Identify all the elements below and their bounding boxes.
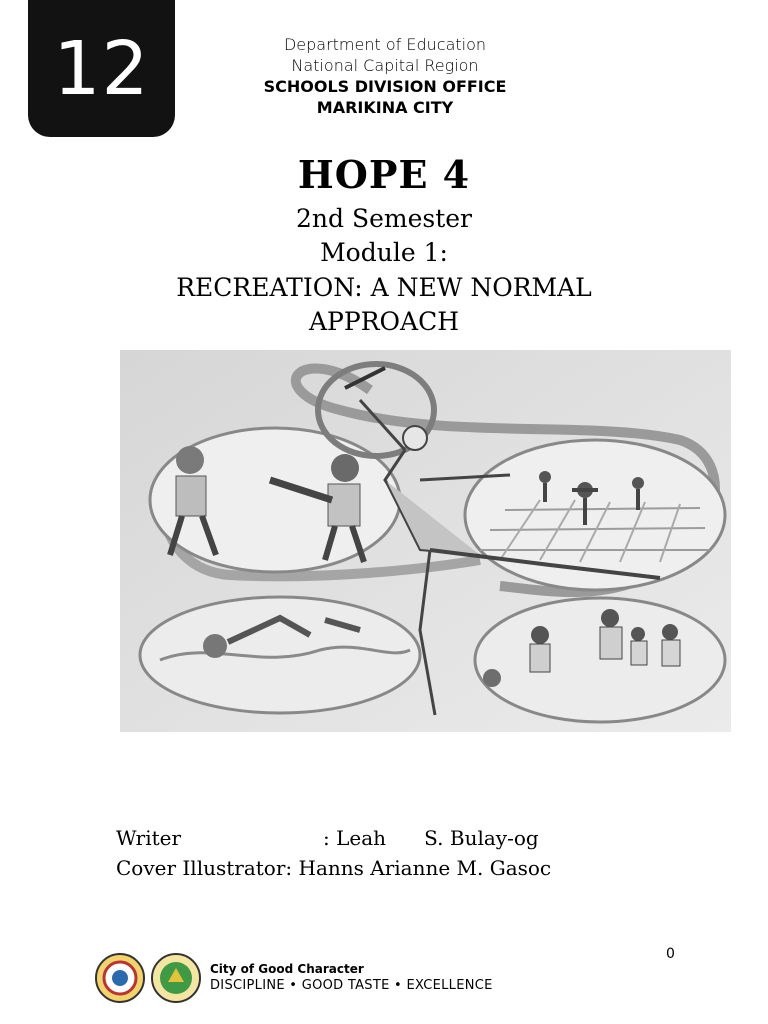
document-title: HOPE 4 [297,152,471,197]
cover-illustration [120,350,731,732]
illustrator-credit [116,856,551,880]
city-seal-icon [94,952,146,1004]
city-motto-title: City of Good Character [210,962,364,976]
page-number: 0 [666,946,675,962]
writer-label: Writer [116,826,182,850]
agency-department: Department of Education [283,35,487,54]
agency-region: National Capital Region [291,56,479,75]
module-title-line2: APPROACH [309,307,459,336]
module-title-line1: RECREATION: A NEW NORMAL [176,273,592,302]
city-motto: DISCIPLINE • GOOD TASTE • EXCELLENCE [210,978,493,993]
agency-division: SCHOOLS DIVISION OFFICE [263,77,507,96]
grade-badge [28,0,175,137]
writer-name: Leah S. Bulay-og [336,826,539,850]
module-label: Module 1: [320,238,448,267]
writer-credit [116,826,539,850]
semester-label: 2nd Semester [295,204,472,233]
agency-city: MARIKINA CITY [316,98,454,117]
illustrator-name: Hanns Arianne M. Gasoc [298,856,552,880]
illustrator-label: Cover Illustrator: [116,856,293,880]
writer-separator: : [323,826,330,850]
agency-header [230,34,540,118]
basketball-scene [475,598,725,722]
running-scene [465,440,725,590]
grade-number: 12 [53,25,150,112]
division-seal-icon [150,952,202,1004]
